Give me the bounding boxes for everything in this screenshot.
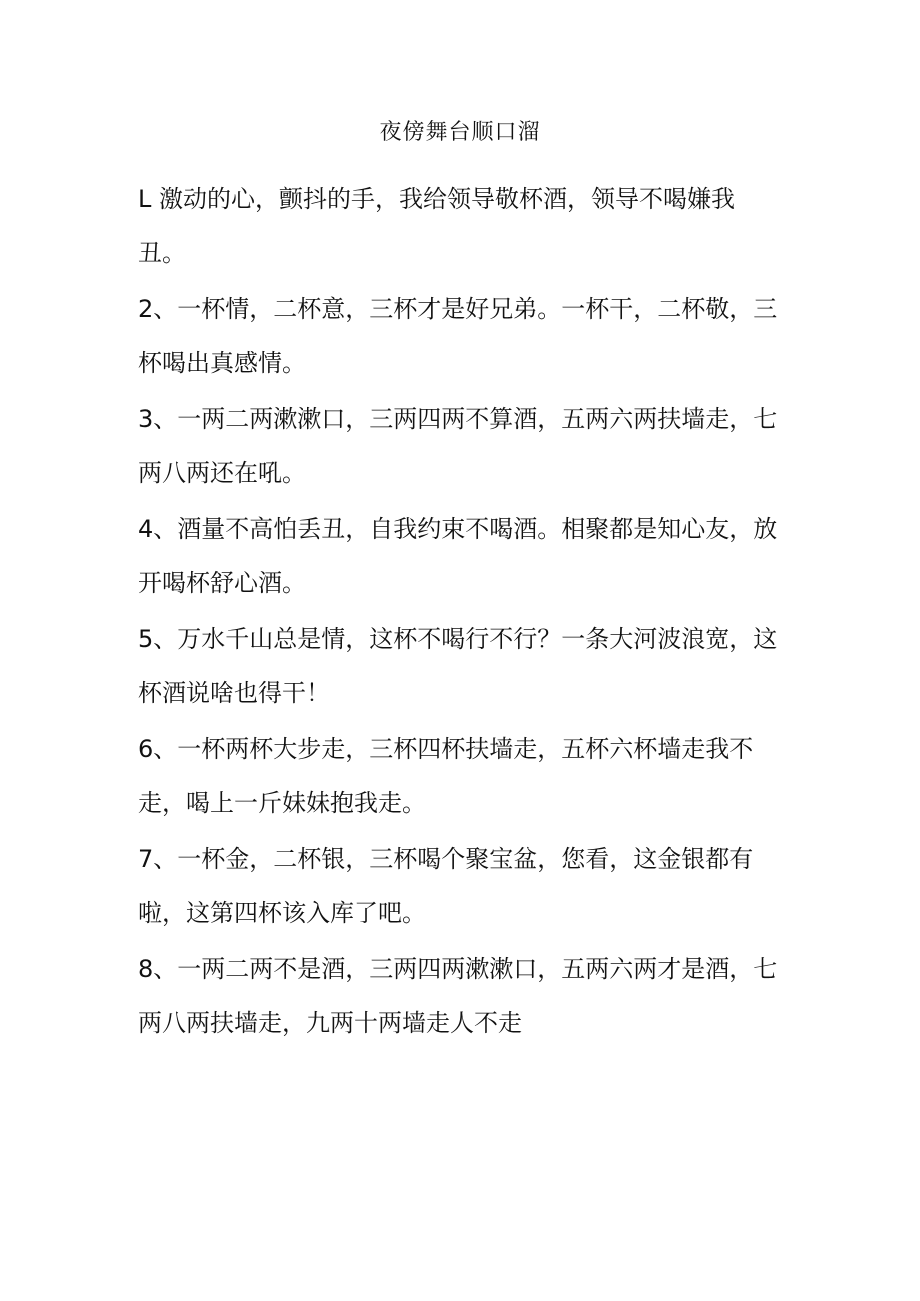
verse-item-8: 8、一两二两不是酒，三两四两漱漱口，五两六两才是酒，七两八两扶墙走，九两十两墙走人不走 bbox=[138, 955, 778, 1037]
verse-item-7: 7、一杯金，二杯银，三杯喝个聚宝盆，您看，这金银都有啦，这第四杯该入库了吧。 bbox=[138, 845, 754, 927]
verse-item-5: 5、万水千山总是情，这杯不喝行不行？一条大河波浪宽，这杯酒说啥也得干！ bbox=[138, 625, 778, 707]
verse-list bbox=[138, 172, 778, 1052]
verse-item-1: L 激动的心，颤抖的手，我给领导敬杯酒，领导不喝嫌我丑。 bbox=[138, 185, 735, 267]
verse-item-3: 3、一两二两漱漱口，三两四两不算酒，五两六两扶墙走，七两八两还在吼。 bbox=[138, 405, 778, 487]
verse-item-6: 6、一杯两杯大步走，三杯四杯扶墙走，五杯六杯墙走我不走，喝上一斤妹妹抱我走。 bbox=[138, 735, 754, 817]
document-title: 夜傍舞台顺口溜 bbox=[379, 120, 541, 145]
verse-item-2: 2、一杯情，二杯意，三杯才是好兄弟。一杯干，二杯敬，三杯喝出真感情。 bbox=[138, 295, 778, 377]
verse-item-4: 4、酒量不高怕丢丑，自我约束不喝酒。相聚都是知心友，放开喝杯舒心酒。 bbox=[138, 515, 778, 597]
